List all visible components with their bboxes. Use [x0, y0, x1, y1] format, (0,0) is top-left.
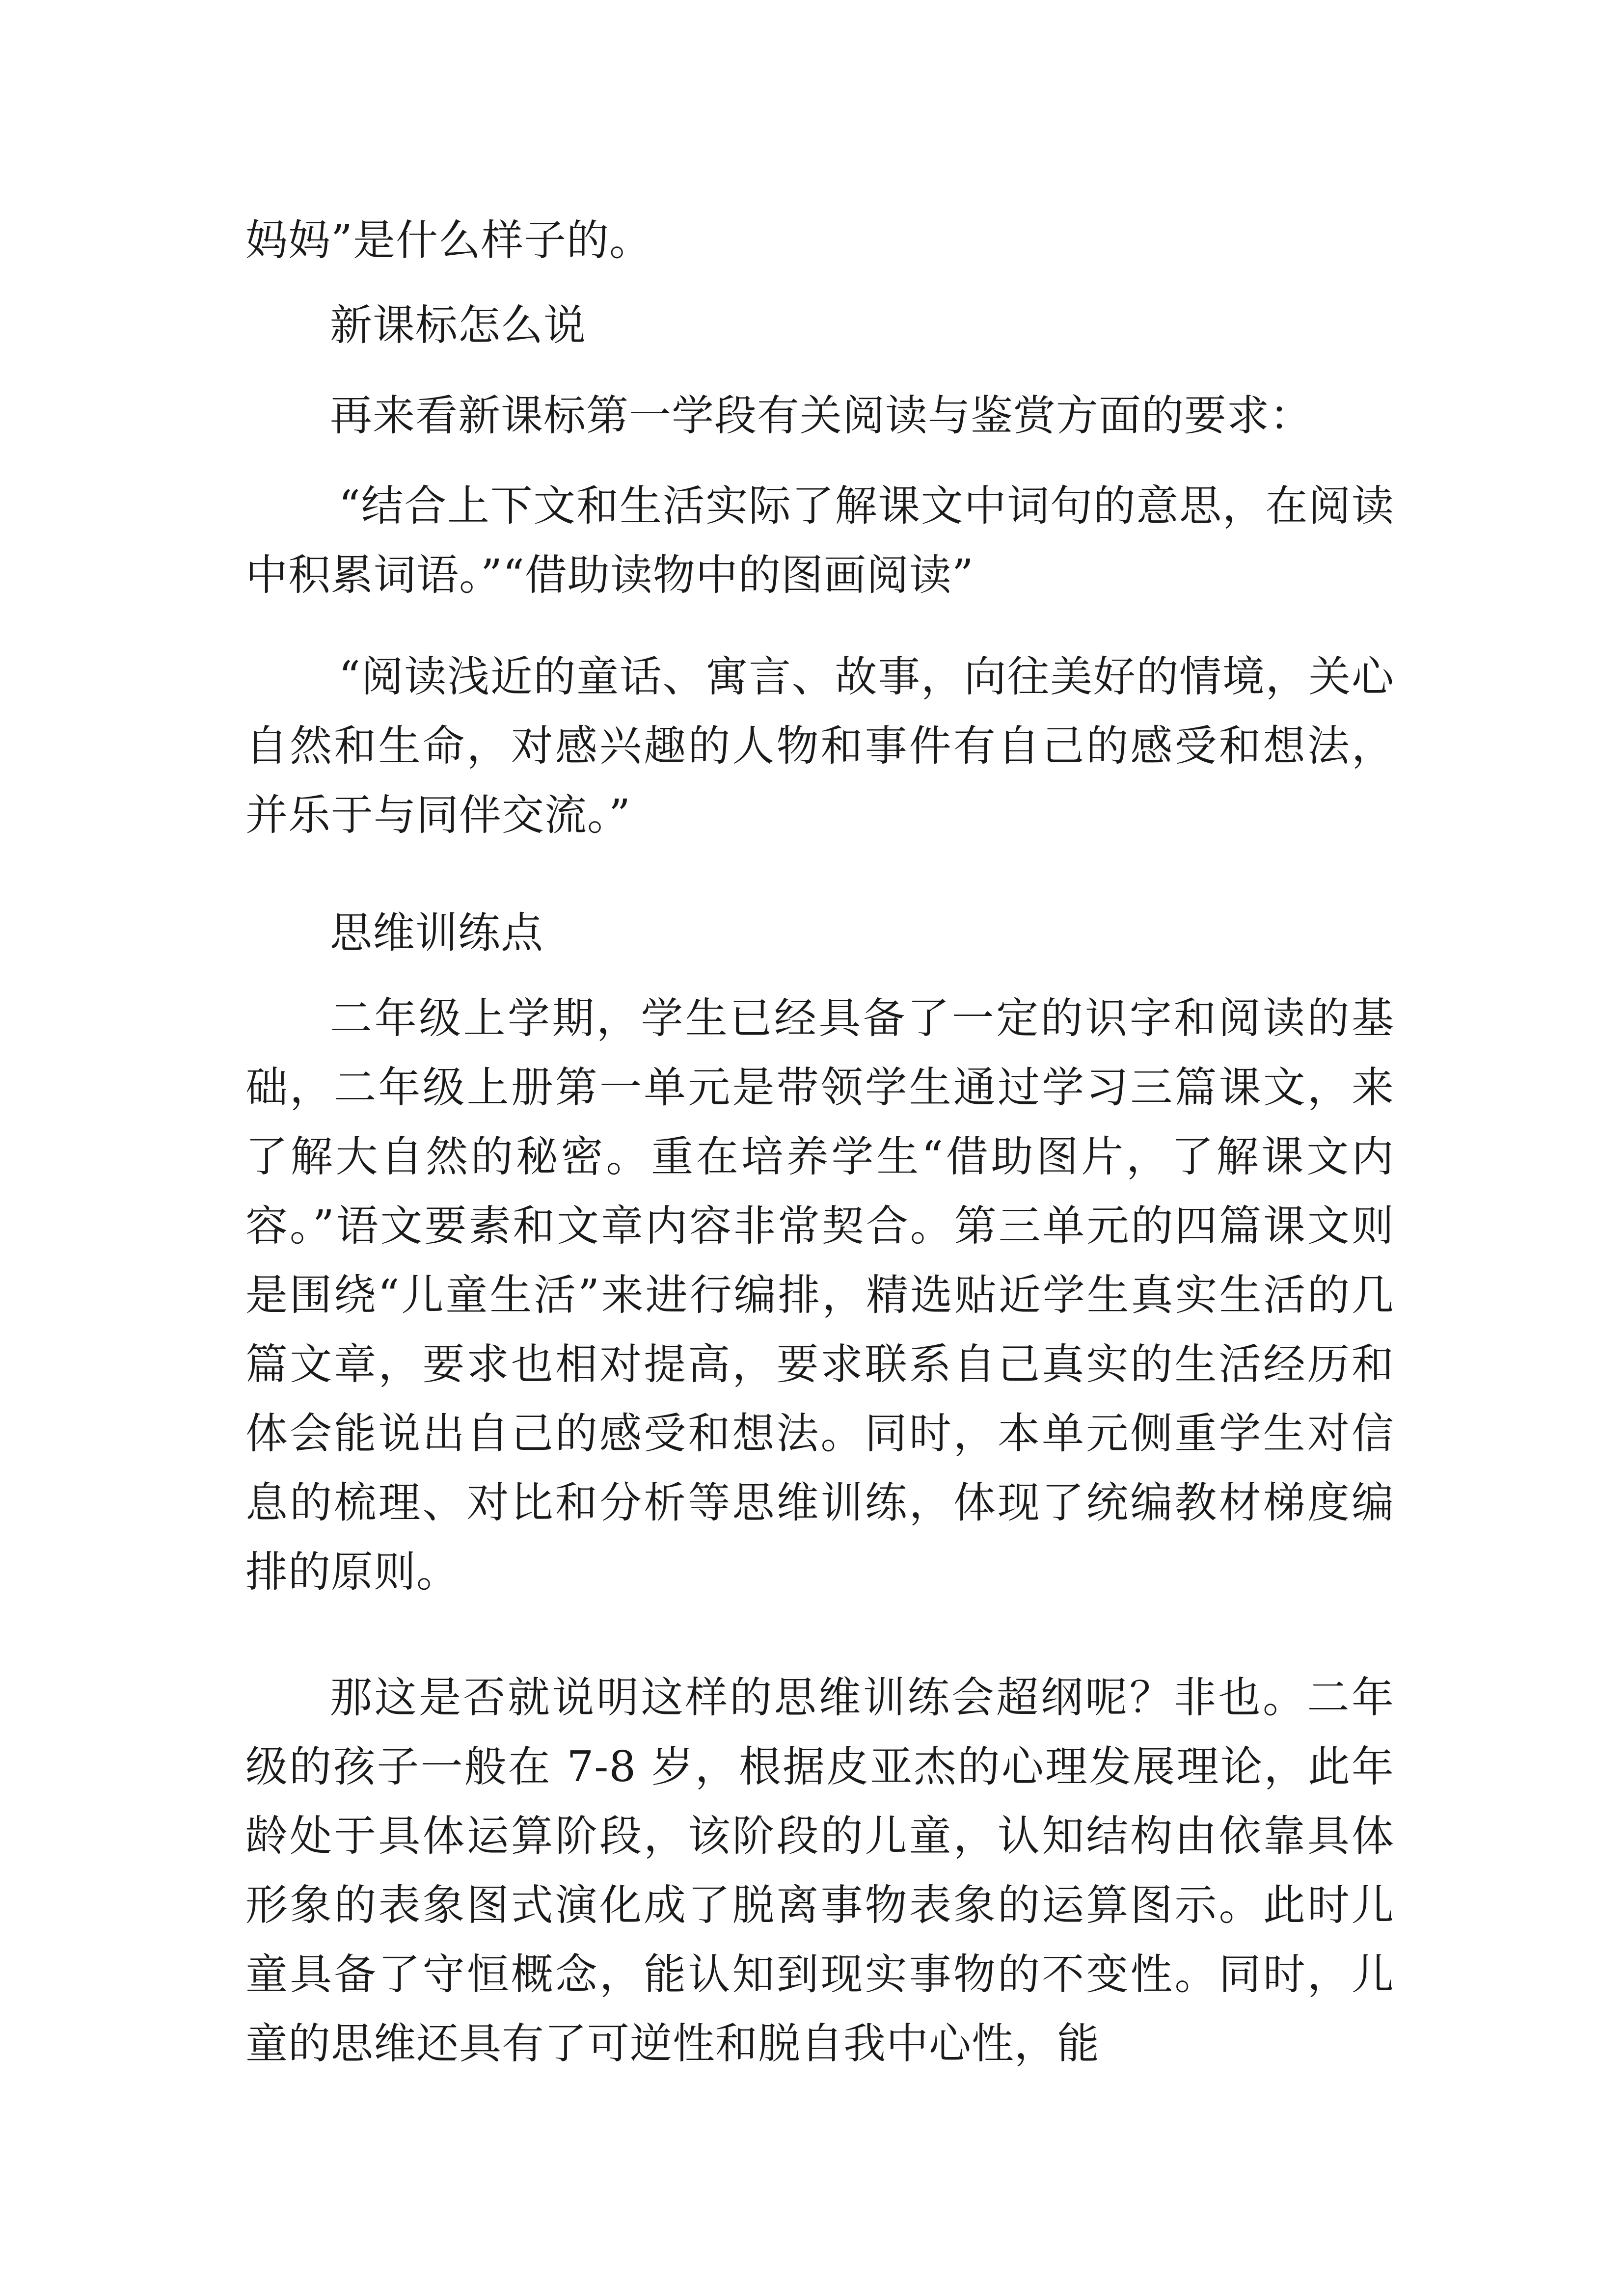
section-heading-thinking-training: 思维训练点	[330, 908, 543, 958]
paragraph-continuation: 妈妈”是什么样子的。	[245, 216, 652, 265]
paragraph-piaget-theory: 那这是否就说明这样的思维训练会超纲呢？非也。二年级的孩子一般在 7-8 岁，根据皮亚杰的心理发展理论，此年龄处于具体运算阶段，该阶段的儿童，认知结构由依靠具体形象的表象图式演化成了脱离事物表象的运算图示。此时儿童具备了守恒概念，能认知到现实事物的不变性。同时，儿童的思维还具有了可逆性和脱自我中心性，能	[245, 1673, 1394, 2068]
paragraph-curriculum-intro: 再来看新课标第一学段有关阅读与鉴赏方面的要求：	[330, 391, 1312, 440]
paragraph-quote-2: “阅读浅近的童话、寓言、故事，向往美好的情境，关心自然和生命，对感兴趣的人物和事件有自己的感受和想法，并乐于与同伴交流。”	[245, 652, 1394, 840]
section-heading-new-curriculum: 新课标怎么说	[330, 301, 586, 350]
paragraph-quote-1: “结合上下文和生活实际了解课文中词句的意思，在阅读中积累词语。”“借助读物中的图画阅读”	[245, 481, 1394, 600]
paragraph-grade-two-units: 二年级上学期，学生已经具备了一定的识字和阅读的基础，二年级上册第一单元是带领学生通过学习三篇课文，来了解大自然的秘密。重在培养学生“借助图片，了解课文内容。”语文要素和文章内容非常契合。第三单元的四篇课文则是围绕“儿童生活”来进行编排，精选贴近学生真实生活的几篇文章，要求也相对提高，要求联系自己真实的生活经历和体会能说出自己的感受和想法。同时，本单元侧重学生对信息的梳理、对比和分析等思维训练，体现了统编教材梯度编排的原则。	[245, 994, 1394, 1597]
